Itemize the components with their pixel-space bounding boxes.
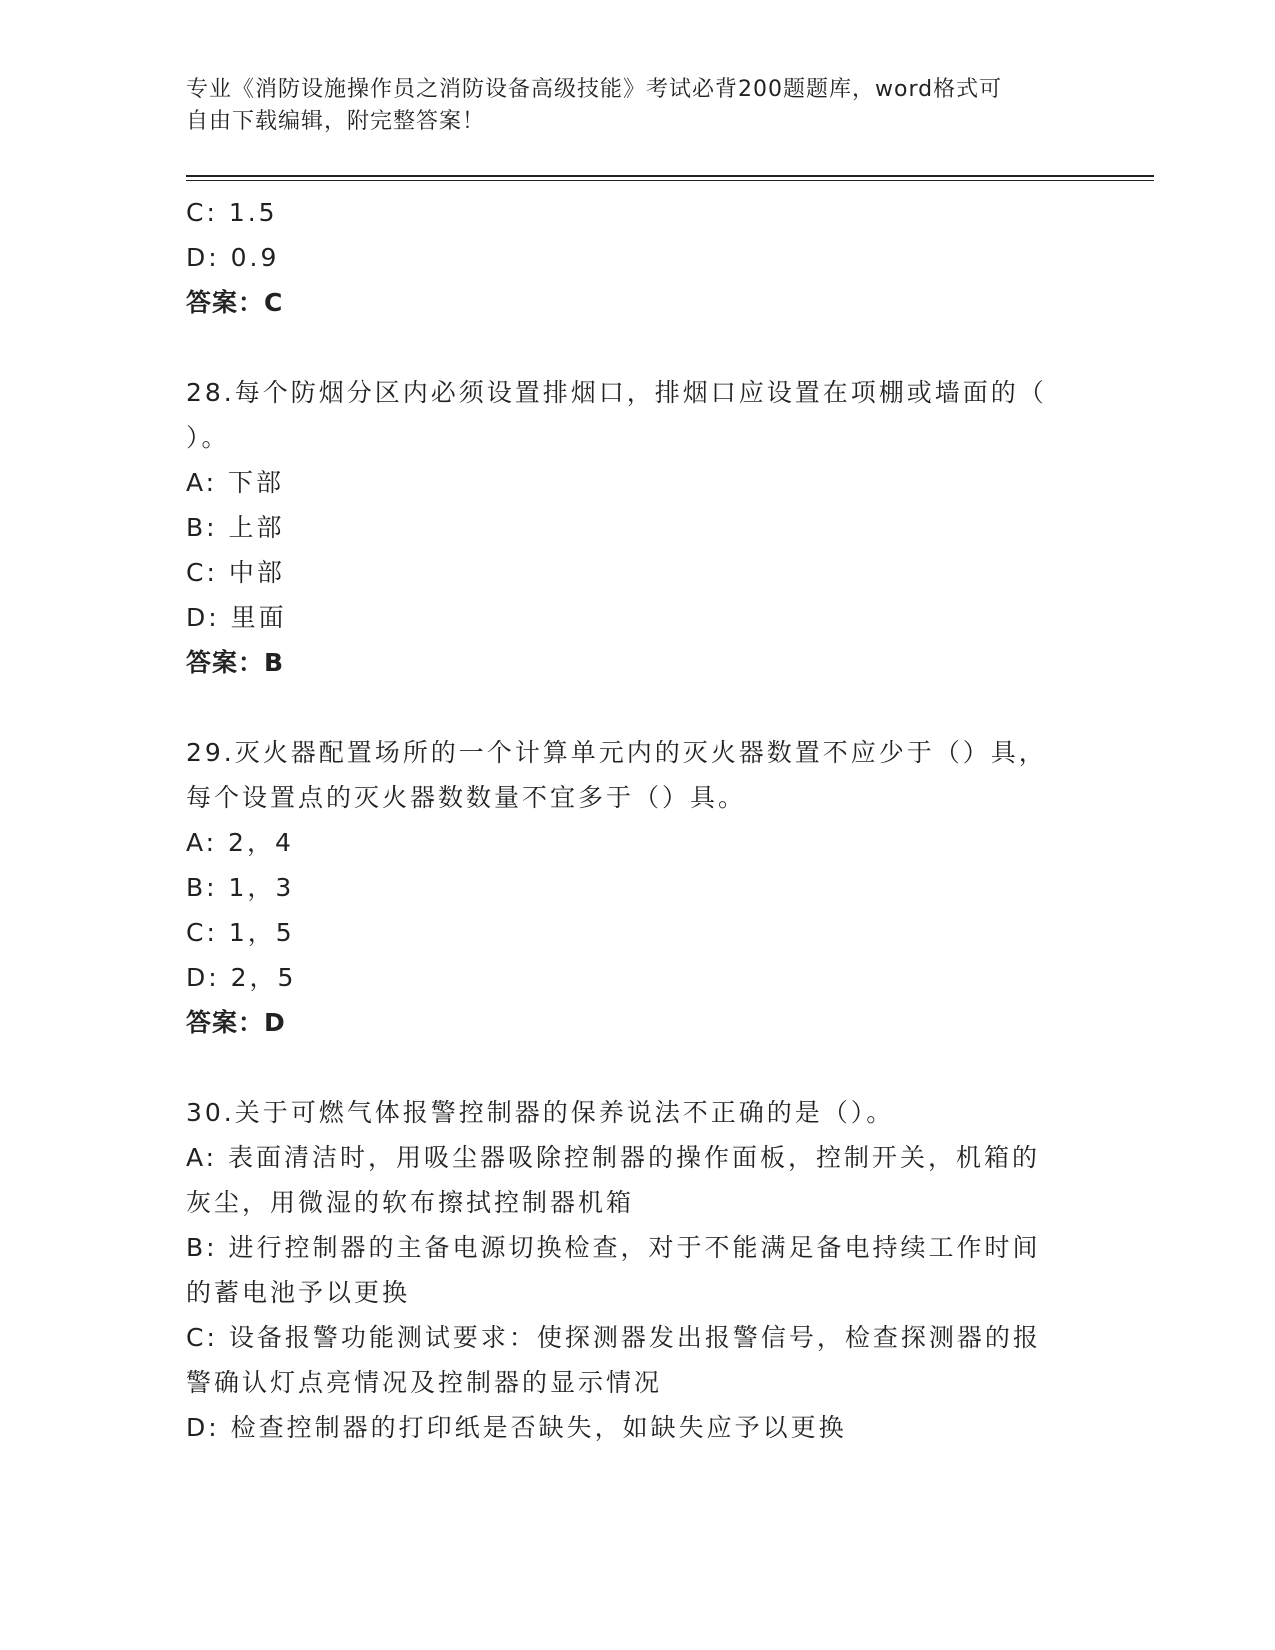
question-28 <box>186 370 1086 685</box>
option-d: D: 0.9 <box>186 243 280 272</box>
question-30 <box>186 1090 1086 1450</box>
option-a: A: 表面清洁时，用吸尘器吸除控制器的操作面板，控制开关，机箱的 <box>186 1143 1041 1172</box>
question-spacer <box>186 1045 1086 1090</box>
question-stem: 29.灭火器配置场所的一个计算单元内的灭火器数置不应少于（）具， <box>186 738 1047 767</box>
option-c: C: 设备报警功能测试要求：使探测器发出报警信号，检查探测器的报 <box>186 1323 1041 1352</box>
question-content <box>186 190 1086 1450</box>
header-divider-thin <box>186 180 1154 181</box>
question-29 <box>186 730 1086 1045</box>
option-c-continued: 警确认灯点亮情况及控制器的显示情况 <box>186 1368 663 1397</box>
answer-label: 答案：C <box>186 288 284 317</box>
header-line-2: 自由下载编辑，附完整答案！ <box>186 109 486 134</box>
option-a: A: 2，4 <box>186 828 294 857</box>
option-d: D: 2，5 <box>186 963 297 992</box>
answer-label: 答案：B <box>186 648 285 677</box>
question-stem-continued: 每个设置点的灭火器数数量不宜多于（）具。 <box>186 783 747 812</box>
question-stem-continued: ）。 <box>186 423 230 452</box>
option-d: D: 检查控制器的打印纸是否缺失，如缺失应予以更换 <box>186 1413 847 1442</box>
page-header <box>186 74 1086 138</box>
header-line-1: 专业《消防设施操作员之消防设备高级技能》考试必背200题题库，word格式可 <box>186 77 1003 102</box>
question-stem: 28.每个防烟分区内必须设置排烟口，排烟口应设置在项棚或墙面的（ <box>186 378 1047 407</box>
option-c: C: 1，5 <box>186 918 295 947</box>
header-divider-thick <box>186 175 1154 177</box>
option-b: B: 进行控制器的主备电源切换检查，对于不能满足备电持续工作时间 <box>186 1233 1041 1262</box>
answer-label: 答案：D <box>186 1008 286 1037</box>
option-b: B: 上部 <box>186 513 285 542</box>
option-c: C: 中部 <box>186 558 285 587</box>
option-a: A: 下部 <box>186 468 285 497</box>
question-27-tail <box>186 190 1086 325</box>
question-stem: 30.关于可燃气体报警控制器的保养说法不正确的是（）。 <box>186 1098 895 1127</box>
question-spacer <box>186 685 1086 730</box>
question-spacer <box>186 325 1086 370</box>
option-d: D: 里面 <box>186 603 287 632</box>
option-b-continued: 的蓄电池予以更换 <box>186 1278 411 1307</box>
option-a-continued: 灰尘，用微湿的软布擦拭控制器机箱 <box>186 1188 635 1217</box>
option-b: B: 1，3 <box>186 873 295 902</box>
option-c: C: 1.5 <box>186 198 278 227</box>
